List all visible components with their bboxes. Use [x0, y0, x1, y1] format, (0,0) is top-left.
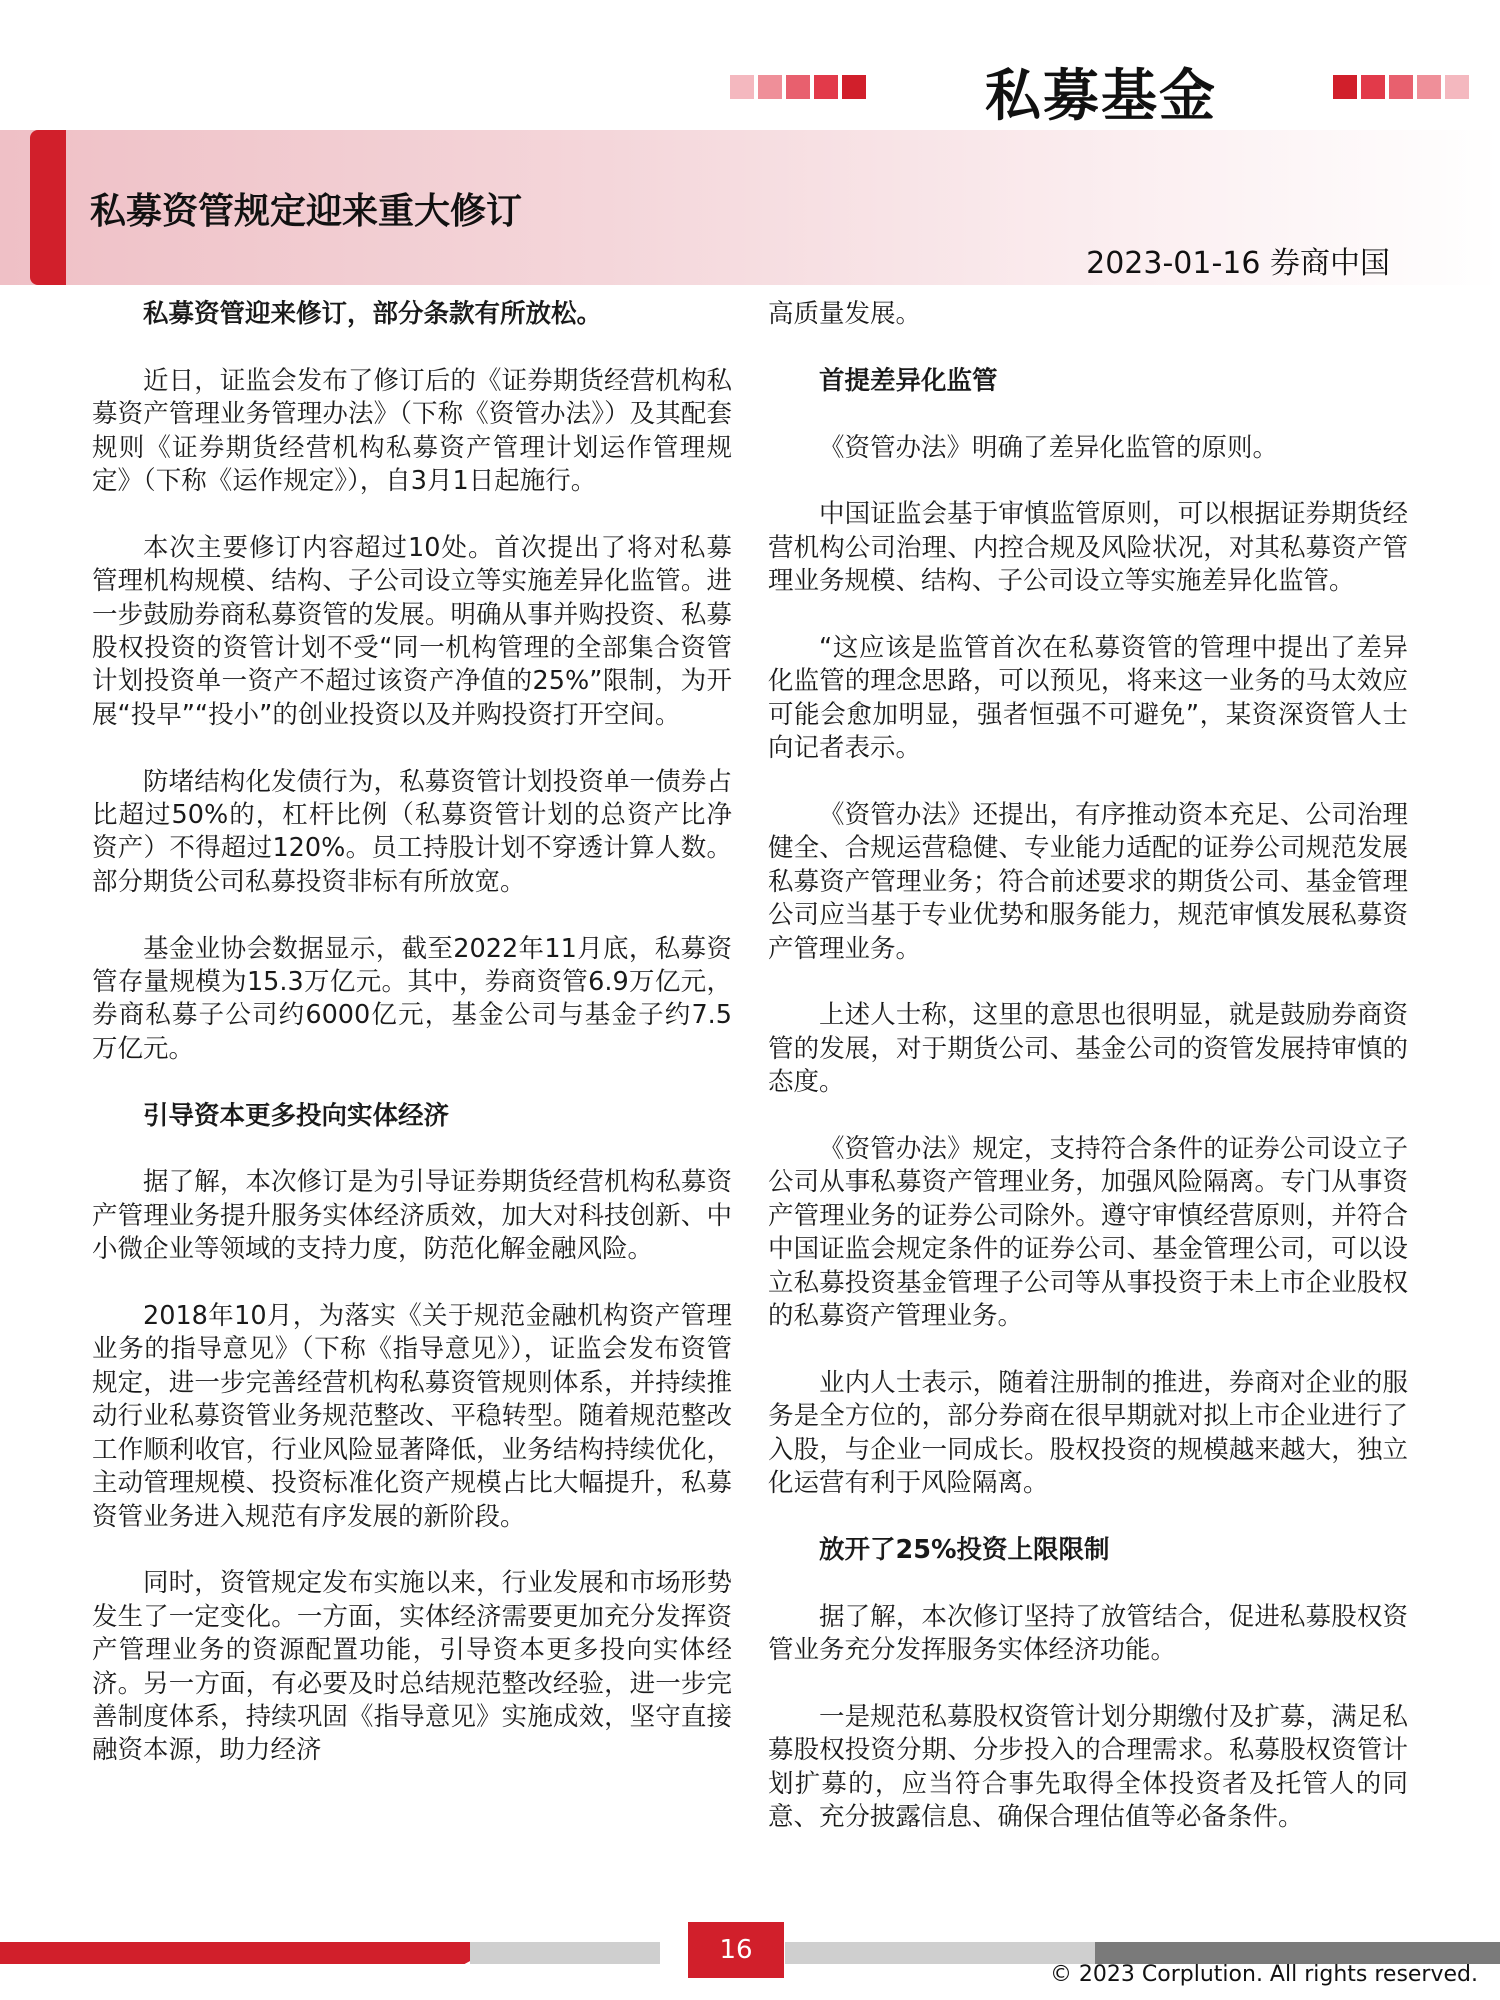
body-paragraph: 防堵结构化发债行为，私募资管计划投资单一债券占比超过50%的，杠杆比例（私募资管计划的总资产比净资产）不得超过120%。员工持股计划不穿透计算人数。部分期货公司私募投资非标有所放宽。 [92, 766, 732, 897]
footer-dark-bar [1095, 1942, 1500, 1964]
body-paragraph: 2018年10月，为落实《关于规范金融机构资产管理业务的指导意见》（下称《指导意见》），证监会发布资管规定，进一步完善经营机构私募资管规则体系，并持续推动行业私募资管业务规范整改、平稳转型。随着规范整改工作顺利收官，行业风险显著降低，业务结构持续优化，主动管理规模、投资标准化资产规模占比大幅提升，私募资管业务进入规范有序发展的新阶段。 [92, 1301, 732, 1532]
right-column [768, 298, 1408, 1868]
header-decor-squares-left [730, 75, 866, 99]
decor-square [1389, 75, 1413, 99]
footer-red-bar [0, 1942, 505, 1964]
body-paragraph: 《资管办法》规定，支持符合条件的证券公司设立子公司从事私募资产管理业务，加强风险隔离。专门从事资产管理业务的证券公司除外。遵守审慎经营原则，并符合中国证监会规定条件的证券公司、基金管理公司，可以设立私募投资基金管理子公司等从事投资于未上市企业股权的私募资产管理业务。 [768, 1134, 1408, 1332]
decor-square [1333, 75, 1357, 99]
footer-gray-bar-left [470, 1942, 660, 1964]
section-heading: 首提差异化监管 [819, 365, 998, 396]
section-heading: 私募资管迎来修订，部分条款有所放松。 [143, 299, 603, 329]
body-paragraph: 上述人士称，这里的意思也很明显，就是鼓励券商资管的发展，对于期货公司、基金公司的资管发展持审慎的态度。 [768, 1000, 1408, 1098]
header-decor-squares-right [1333, 75, 1469, 99]
section-brand-title: 私募基金 [985, 64, 1217, 129]
decor-square [758, 75, 782, 99]
body-paragraph: 同时，资管规定发布实施以来，行业发展和市场形势发生了一定变化。一方面，实体经济需要更加充分发挥资产管理业务的资源配置功能，引导资本更多投向实体经济。另一方面，有必要及时总结规范整改经验，进一步完善制度体系，持续巩固《指导意见》实施成效，坚守直接融资本源，助力经济 [92, 1568, 732, 1766]
left-column [92, 298, 732, 1801]
decor-square [1417, 75, 1441, 99]
body-paragraph: “这应该是监管首次在私募资管的管理中提出了差异化监管的理念思路，可以预见，将来这一业务的马太效应可能会愈加明显，强者恒强不可避免”，某资深资管人士向记者表示。 [768, 633, 1408, 764]
decor-square [814, 75, 838, 99]
decor-square [1445, 75, 1469, 99]
body-paragraph: 本次主要修订内容超过10处。首次提出了将对私募管理机构规模、结构、子公司设立等实施差异化监管。进一步鼓励券商私募资管的发展。明确从事并购投资、私募股权投资的资管计划不受“同一机构管理的全部集合资管计划投资单一资产不超过该资产净值的25%”限制，为开展“投早”“投小”的创业投资以及并购投资打开空间。 [92, 532, 732, 730]
article-title: 私募资管规定迎来重大修订 [90, 191, 523, 232]
body-paragraph: 一是规范私募股权资管计划分期缴付及扩募，满足私募股权投资分期、分步投入的合理需求。私募股权资管计划扩募的，应当符合事先取得全体投资者及托管人的同意、充分披露信息、确保合理估值等必备条件。 [768, 1701, 1408, 1833]
body-paragraph: 据了解，本次修订坚持了放管结合，促进私募股权资管业务充分发挥服务实体经济功能。 [768, 1601, 1408, 1666]
copyright-notice: © 2023 Corplution. All rights reserved. [1049, 1962, 1478, 1987]
title-banner-tab [30, 130, 66, 285]
decor-square [730, 75, 754, 99]
body-paragraph: 基金业协会数据显示，截至2022年11月底，私募资管存量规模为15.3万亿元。其中，券商资管6.9万亿元，券商私募子公司约6000亿元，基金公司与基金子约7.5万亿元。 [92, 933, 732, 1064]
body-paragraph: 近日，证监会发布了修订后的《证券期货经营机构私募资产管理业务管理办法》（下称《资管办法》）及其配套规则《证券期货经营机构私募资产管理计划运作管理规定》（下称《运作规定》），自3月1日起施行。 [92, 365, 732, 497]
body-paragraph: 中国证监会基于审慎监管原则，可以根据证券期货经营机构公司治理、内控合规及风险状况，对其私募资产管理业务规模、结构、子公司设立等实施差异化监管。 [768, 499, 1408, 597]
section-heading: 放开了25%投资上限限制 [819, 1534, 1110, 1565]
body-paragraph: 高质量发展。 [768, 299, 922, 329]
decor-square [842, 75, 866, 99]
decor-square [1361, 75, 1385, 99]
decor-square [786, 75, 810, 99]
body-paragraph: 业内人士表示，随着注册制的推进，券商对企业的服务是全方位的，部分券商在很早期就对拟上市企业进行了入股，与企业一同成长。股权投资的规模越来越大，独立化运营有利于风险隔离。 [768, 1367, 1408, 1499]
body-paragraph: 据了解，本次修订是为引导证券期货经营机构私募资产管理业务提升服务实体经济质效，加大对科技创新、中小微企业等领域的支持力度，防范化解金融风险。 [92, 1167, 732, 1265]
body-paragraph: 《资管办法》明确了差异化监管的原则。 [819, 432, 1279, 463]
section-heading: 引导资本更多投向实体经济 [143, 1100, 450, 1131]
page-number: 16 [688, 1922, 784, 1978]
body-paragraph: 《资管办法》还提出，有序推动资本充足、公司治理健全、合规运营稳健、专业能力适配的证券公司规范发展私募资产管理业务；符合前述要求的期货公司、基金管理公司应当基于专业优势和服务能力，规范审慎发展私募资产管理业务。 [768, 800, 1408, 964]
article-date-source: 2023-01-16 券商中国 [1086, 246, 1390, 281]
footer-gray-bar-right [785, 1942, 1095, 1964]
